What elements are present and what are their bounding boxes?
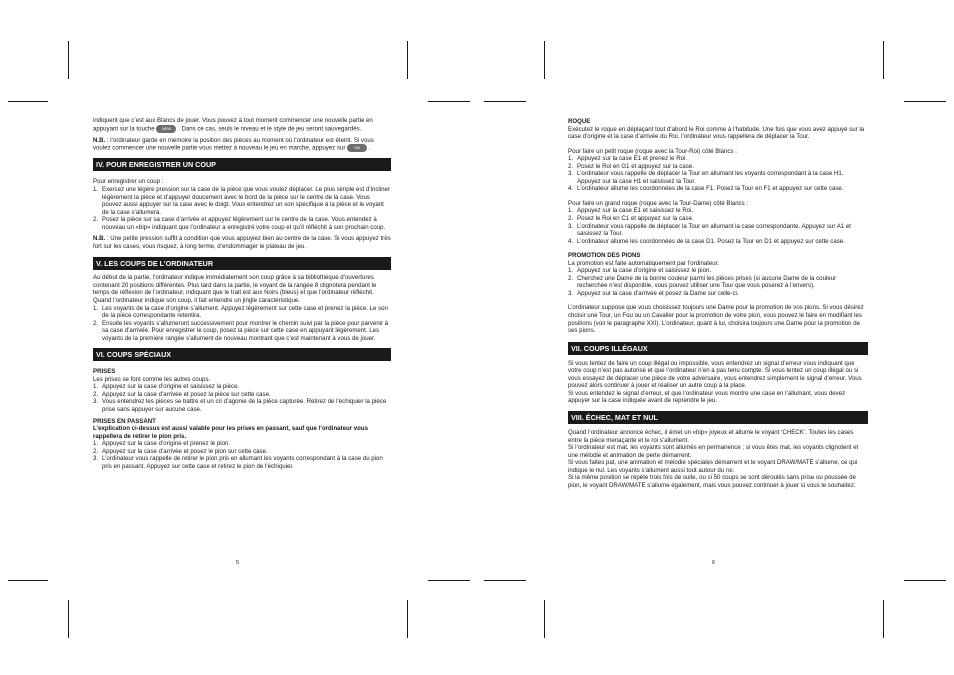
page-number-right: 6	[712, 560, 716, 566]
list-number: 3.	[93, 455, 99, 463]
list-item	[568, 223, 868, 238]
grand-roque-lead: Pour faire un grand roque (roque avec la Tour-Dame) côté Blancs :	[568, 199, 749, 207]
intro-text-b: . Dans ce cas, seuls le niveau et le style de jeu seront sauvegardés.	[178, 125, 362, 133]
list-text: Appuyez sur la case d’arrivée et posez la Dame sur celle-ci.	[577, 289, 739, 297]
list-item	[93, 398, 391, 413]
list-number: 2.	[568, 274, 574, 282]
list-item	[93, 216, 391, 231]
crop-mark	[407, 600, 408, 638]
right-page-column	[568, 118, 868, 489]
list-text: L’ordinateur vous rappelle de déplacer la Tour en allumant les voyants correspondant à la case H1. Appuyez sur la case H1 et saisissez la Tour.	[577, 170, 844, 185]
crop-mark	[544, 41, 545, 79]
intro-nb-paragraph	[93, 137, 391, 153]
crop-mark	[904, 580, 946, 581]
section-header-v: V. LES COUPS DE L’ORDINATEUR	[93, 257, 391, 270]
crop-mark	[407, 41, 408, 79]
list-item	[568, 185, 868, 193]
list-item	[568, 170, 868, 185]
section-viii-para4: Si la même position se répète trois fois de suite, ou si 50 coups se sont déroulés sans prise ou poussée de pion, le voyant DRAW/MATE s’allume également, mais vous pouvez continuer à jouer si vous le souhaitez.	[568, 474, 856, 489]
list-text: Appuyez sur la case d’arrivée et posez le pion sur cette case.	[102, 447, 268, 455]
list-number: 2.	[93, 447, 99, 455]
list-number: 2.	[93, 216, 99, 224]
page-number-left: 5	[236, 560, 240, 566]
list-text: Appuyez sur la case d’origine et saisissez le pion.	[577, 267, 712, 275]
section-header-viii: VIII. ÉCHEC, MAT ET NUL	[568, 411, 868, 424]
list-number: 3.	[568, 170, 574, 178]
list-text: Ensuite les voyants s’allumeront successivement pour montrer le chemin suivi par la pièce pour parvenir à sa case d’arrivée. Pour enregistrer le coup, posez la pièce sur cette case en appuyant légèrement. Les voyants de la première rangée s’allument de nouveau montrant que c’est maintenant à vous de jouer.	[102, 319, 389, 342]
list-number: 1.	[568, 155, 574, 163]
list-text: L’ordinateur vous rappelle de retirer le pion pris en allumant les voyants correspondant à la case du pion pris en passant. Appuyez sur cette case et retirez le pion de l’échiquier.	[102, 455, 383, 470]
intro-paragraph	[93, 117, 391, 133]
list-text: Appuyez sur la case d’arrivée et posez la pièce sur cette case.	[102, 390, 271, 398]
list-item	[93, 391, 391, 399]
crop-mark	[883, 600, 884, 638]
list-text: Appuyez sur la case d’origine et prenez le pion.	[102, 440, 231, 448]
list-number: 1.	[93, 440, 99, 448]
section-vii-para1: Si vous tentez de faire un coup illégal ou impossible, vous entendrez un signal d’erreur vous indiquant que votre coup n’est pas autorisé et que l’ordinateur n’en a pas tenu compte. Si vous tentez un coup illégal ou si vous essayez de déplacer une pièce de votre adversaire, vous entendrez simplement le signal d’erreur. Vous pouvez alors continuer à jouer et réaliser un autre coup à la place.	[568, 359, 862, 390]
crop-mark	[484, 580, 526, 581]
crop-mark	[428, 101, 470, 102]
section-viii-para3: Si vous faites pat, une animation et mélodie spéciales démarrent et le voyant DRAW/MATE s’allume, ce qui indique le nul. Les voyants s’allument aussi tout autour du roi.	[568, 459, 858, 474]
list-text: Appuyez sur la case d’origine et saisissez la pièce.	[102, 383, 240, 391]
crop-mark	[544, 600, 545, 638]
list-text: Posez la pièce sur sa case d’arrivée et appuyez légèrement sur le centre de la case. Vous entendez à nouveau un «bip» indiquant que l’ordinateur a enregistré votre coup et qu’il réfléchit à son prochain coup.	[102, 216, 386, 231]
list-item	[568, 207, 868, 215]
list-item	[568, 155, 868, 163]
section-viii-para2: Si l’ordinateur est mat, les voyants sont allumés en permanence ; si vous êtes mat, les voyants clignotent et une mélodie et animation de perte démarrent.	[568, 444, 859, 459]
prises-lead: Les prises se font comme les autres coups.	[93, 375, 211, 383]
list-number: 2.	[568, 215, 574, 223]
list-item	[93, 383, 391, 391]
list-text: Cherchez une Dame de la bonne couleur parmi les pièces prises (si aucune Dame de la couleur recherchée n’est disponible, vous pouvez utiliser une Tour que vous poserez à l’envers).	[577, 274, 837, 290]
list-item	[568, 163, 868, 171]
list-item	[93, 320, 391, 343]
list-item	[93, 440, 391, 448]
promotion-closing: L’ordinateur suppose que vous choisissez toujours une Dame pour la promotion de vos pions. Si vous désirez choisir une Tour, un Fou ou un Cavalier pour la promotion de votre pion, vous pouvez le faire en modifiant les positions (voir le paragraphe XXI). L’ordinateur, quant à lui, choisira toujours une Dame pour la promotion de ses pions.	[568, 304, 864, 335]
list-item	[93, 448, 391, 456]
list-number: 3.	[568, 289, 574, 297]
passant-bold-note: L’explication ci-dessus est aussi valable pour les prises en passant, sauf que l’ordinateur vous rappellera de retirer le pion pris.	[93, 425, 368, 440]
list-number: 3.	[93, 398, 99, 406]
prises-title: PRISES	[93, 368, 116, 376]
list-text: Exercez une légère pression sur la case de la pièce que vous voulez déplacer. Le plus simple est d’incliner légèrement la pièce et d’appuyer doucement avec le bord de la pièce sur le centre de la case. Vous pouvez aussi appuyer sur la case avec le doigt. Vous entendrez un son spécifique à la pièce et le voyant de la case s’allumera.	[102, 185, 390, 216]
crop-mark	[904, 101, 946, 102]
section-header-vii: VII. COUPS ILLÉGAUX	[568, 342, 868, 355]
list-text: Vous entendrez les pièces se battre et un cri d’agonie de la pièce capturée. Retirez de l’échiquier la pièce prise sans appuyer sur aucune case.	[102, 398, 387, 413]
nb-label: N.B.	[93, 235, 106, 243]
roque-intro: Exécutez le roque en déplaçant tout d’abord le Roi comme à l’habitude. Une fois que vous avez appuyé sur la case d’origine et la case d’arrivée du Roi, l’ordinateur vous rappellera de déplacer la Tour.	[568, 125, 865, 141]
section-header-vi: VI. COUPS SPÉCIAUX	[93, 348, 391, 361]
roque-title: ROQUE	[568, 118, 591, 125]
list-number: 2.	[568, 162, 574, 170]
list-text: L’ordinateur vous rappelle de déplacer la Tour en allumant la case correspondante. Appuyez sur A1 et saisissez la Tour.	[577, 222, 851, 238]
crop-mark	[428, 580, 470, 581]
list-number: 1.	[568, 207, 574, 215]
section-iv-lead: Pour enregistrer un coup :	[93, 178, 164, 186]
crop-mark	[484, 101, 526, 102]
section-v-para1: Au début de la partie, l’ordinateur indique immédiatement son coup grâce à sa bibliothèque d’ouvertures contenant 20 positions différentes. Plus tard dans la partie, le voyant de la rangée 8 clignotera pendant le temps de réflexion de l’ordinateur, indiquant que le trait est aux Noirs (bleus) et que l’ordinateur réfléchit.	[93, 274, 377, 297]
list-number: 4.	[568, 185, 574, 193]
promotion-lead: La promotion est faite automatiquement par l’ordinateur.	[568, 259, 720, 267]
list-number: 1.	[93, 304, 99, 312]
promotion-title: PROMOTION DES PIONS	[568, 252, 641, 260]
list-item	[568, 290, 868, 298]
crop-mark	[68, 600, 69, 638]
section-iv-nb	[93, 235, 391, 250]
section-vii-para2: Si vous entendez le signal d’erreur, et que l’ordinateur vous montre une case en l’allumant, vous devez appuyer sur la case indiquée avant de reprendre le jeu.	[568, 389, 846, 405]
passant-title: PRISES EN PASSANT	[93, 417, 156, 425]
list-number: 3.	[568, 222, 574, 230]
list-item	[568, 238, 868, 246]
list-item	[93, 305, 391, 320]
section-viii-para1: Quand l’ordinateur annonce échec, il émet un «bip» joyeux et allume le voyant ‘CHECK’. Toutes les cases entre la pièce menaçante et le roi s’allument.	[568, 428, 854, 444]
list-number: 1.	[93, 185, 99, 193]
new-game-key-icon: NEW	[156, 125, 176, 133]
list-item	[93, 186, 391, 216]
list-text: L’ordinateur allume les coordonnées de la case F1. Posez la Tour en F1 et appuyez sur cette case.	[577, 185, 844, 193]
power-key-icon: ON	[347, 144, 367, 152]
list-text: Appuyez sur la case E1 et prenez le Roi.	[577, 155, 688, 163]
list-text: Posez le Roi en G1 et appuyez sur la case.	[577, 162, 694, 170]
left-page-column	[93, 117, 391, 470]
list-text: Posez le Roi en C1 et appuyez sur la case.	[577, 215, 694, 223]
nb-text: : Une petite pression suffit à condition que vous appuyiez bien au centre de la case. Si vous appuyez très fort sur les cases, vous risquez, à long terme, d’endommager le plateau de jeu.	[93, 235, 391, 250]
crop-mark	[68, 41, 69, 79]
list-item	[568, 215, 868, 223]
list-item	[568, 267, 868, 275]
intro-nb-text-a: : l’ordinateur garde en mémoire la position des pièces au moment où l’ordinateur est éteint. Si vous voulez commencer une nouvelle partie vous mettez à nouveau le jeu en marche, appuyez sur	[93, 136, 374, 152]
section-v-para2: Quand l’ordinateur indique son coup, il fait entendre un jingle caractéristique.	[93, 296, 300, 304]
list-text: Appuyez sur la case E1 et saisissez le Roi.	[577, 207, 694, 215]
intro-nb-text-b: .	[368, 144, 371, 152]
list-number: 1.	[568, 267, 574, 275]
intro-text-a: indiquent que c’est aux Blancs de jouer. Vous pouvez à tout moment commencer une nouvelle partie en appuyant sur la touche	[93, 117, 373, 133]
crop-mark	[883, 41, 884, 79]
list-text: Les voyants de la case d’origine s’allument. Appuyez légèrement sur cette case et prenez la pièce. Le son de la pièce correspondante retentira.	[102, 304, 388, 320]
list-text: L’ordinateur allume les coordonnées de la case D1. Posez la Tour en D1 et appuyez sur cette case.	[577, 237, 845, 245]
crop-mark	[8, 580, 48, 581]
list-number: 2.	[93, 390, 99, 398]
petit-roque-lead: Pour faire un petit roque (roque avec la Tour-Roi) côté Blancs :	[568, 147, 737, 155]
list-number: 2.	[93, 319, 99, 327]
list-number: 4.	[568, 237, 574, 245]
nb-label: N.B.	[93, 136, 106, 144]
list-item	[568, 275, 868, 290]
crop-mark	[8, 101, 48, 102]
section-header-iv: IV. POUR ENREGISTRER UN COUP	[93, 158, 391, 171]
list-number: 1.	[93, 383, 99, 391]
list-item	[93, 455, 391, 470]
